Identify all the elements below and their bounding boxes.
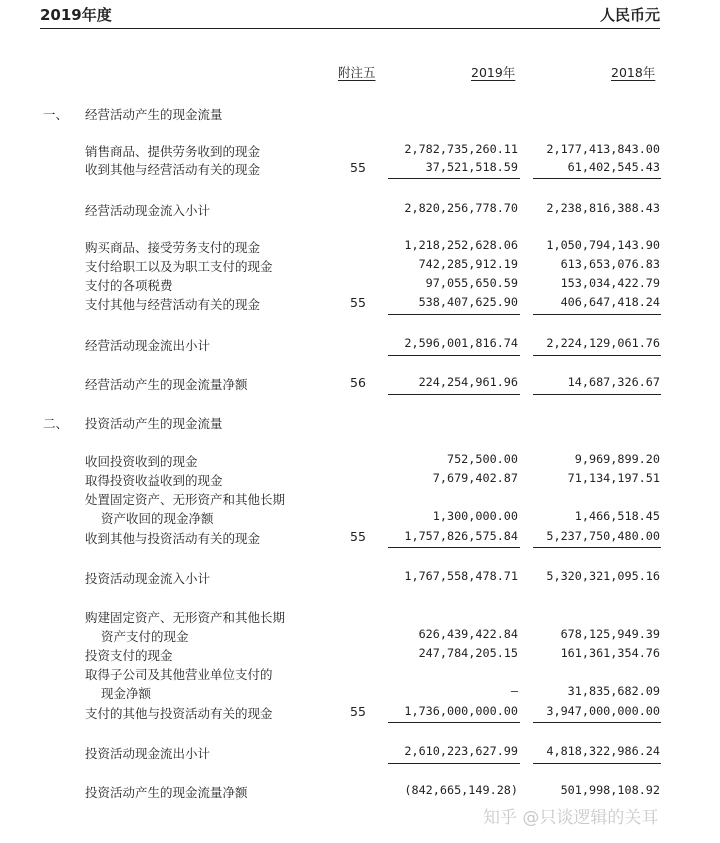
row-label: 支付的其他与投资活动有关的现金 bbox=[85, 706, 273, 721]
row-label: 投资活动产生的现金流量净额 bbox=[85, 785, 248, 800]
row-label: 收到其他与经营活动有关的现金 bbox=[85, 162, 261, 177]
value-2018: 2,224,129,061.76 bbox=[546, 336, 660, 350]
row-label: 支付的各项税费 bbox=[85, 278, 173, 293]
row-label: 投资活动现金流出小计 bbox=[85, 746, 211, 761]
value-2019: 2,596,001,816.74 bbox=[404, 336, 518, 350]
value-2018: 2,177,413,843.00 bbox=[546, 142, 660, 156]
value-2019: 1,218,252,628.06 bbox=[404, 238, 518, 252]
watermark: 知乎 @只谈逻辑的关耳 bbox=[483, 808, 659, 828]
value-2018: 31,835,682.09 bbox=[567, 684, 660, 698]
row-label-continued: 现金净额 bbox=[101, 686, 152, 701]
row-label: 取得子公司及其他营业单位支付的 bbox=[85, 667, 273, 682]
value-2019: 7,679,402.87 bbox=[432, 471, 518, 485]
section-title: 经营活动产生的现金流量 bbox=[85, 107, 223, 122]
value-2019: 2,782,735,260.11 bbox=[404, 142, 518, 156]
underline bbox=[388, 355, 520, 356]
underline bbox=[533, 355, 661, 356]
underline bbox=[388, 763, 520, 764]
value-2018: 406,647,418.24 bbox=[560, 295, 660, 309]
value-2018: 1,050,794,143.90 bbox=[546, 238, 660, 252]
row-label: 支付给职工以及为职工支付的现金 bbox=[85, 259, 273, 274]
row-label-continued: 资产收回的现金净额 bbox=[101, 511, 214, 526]
section-number: 一、 bbox=[43, 107, 69, 122]
value-2019: 97,055,650.59 bbox=[425, 276, 518, 290]
value-2018: 14,687,326.67 bbox=[567, 375, 660, 389]
column-header-2019: 2019年 bbox=[471, 65, 516, 80]
statement-header bbox=[40, 2, 660, 29]
value-2018: 9,969,899.20 bbox=[574, 452, 660, 466]
value-2018: 501,998,108.92 bbox=[560, 783, 660, 797]
value-2018: 2,238,816,388.43 bbox=[546, 201, 660, 215]
row-label: 支付其他与经营活动有关的现金 bbox=[85, 297, 261, 312]
underline bbox=[388, 314, 520, 315]
section-title: 投资活动产生的现金流量 bbox=[85, 416, 223, 431]
note-ref: 55 bbox=[350, 160, 366, 175]
underline bbox=[533, 547, 661, 548]
note-ref: 55 bbox=[350, 295, 366, 310]
value-2018: 3,947,000,000.00 bbox=[546, 704, 660, 718]
row-label: 经营活动现金流出小计 bbox=[85, 338, 211, 353]
currency-label: 人民币元 bbox=[599, 6, 660, 24]
value-2019: 37,521,518.59 bbox=[425, 160, 518, 174]
value-2019: 1,736,000,000.00 bbox=[404, 704, 518, 718]
value-2018: 61,402,545.43 bbox=[567, 160, 660, 174]
underline bbox=[388, 547, 520, 548]
value-2019: 224,254,961.96 bbox=[418, 375, 518, 389]
row-label: 收回投资收到的现金 bbox=[85, 454, 198, 469]
value-2019: 752,500.00 bbox=[446, 452, 518, 466]
note-ref: 55 bbox=[350, 704, 366, 719]
value-2019: 247,784,205.15 bbox=[418, 646, 518, 660]
row-label: 取得投资收益收到的现金 bbox=[85, 473, 223, 488]
column-header-2018: 2018年 bbox=[611, 65, 656, 80]
row-label: 销售商品、提供劳务收到的现金 bbox=[85, 144, 261, 159]
value-2018: 71,134,197.51 bbox=[567, 471, 660, 485]
value-2019: 2,610,223,627.99 bbox=[404, 744, 518, 758]
value-2019: 538,407,625.90 bbox=[418, 295, 518, 309]
value-2019: 2,820,256,778.70 bbox=[404, 201, 518, 215]
row-label: 收到其他与投资活动有关的现金 bbox=[85, 531, 261, 546]
section-number: 二、 bbox=[43, 416, 69, 431]
underline bbox=[533, 314, 661, 315]
value-2019: 626,439,422.84 bbox=[418, 627, 518, 641]
value-2019: 1,300,000.00 bbox=[432, 509, 518, 523]
row-label-continued: 资产支付的现金 bbox=[101, 629, 189, 644]
value-2019: 1,767,558,478.71 bbox=[404, 569, 518, 583]
value-2019: – bbox=[510, 684, 518, 698]
column-header-note: 附注五 bbox=[338, 65, 376, 80]
value-2018: 5,237,750,480.00 bbox=[546, 529, 660, 543]
value-2018: 678,125,949.39 bbox=[560, 627, 660, 641]
row-label: 购买商品、接受劳务支付的现金 bbox=[85, 240, 261, 255]
underline bbox=[388, 178, 520, 179]
underline bbox=[388, 394, 520, 395]
row-label: 经营活动现金流入小计 bbox=[85, 203, 211, 218]
underline bbox=[533, 722, 661, 723]
underline bbox=[388, 722, 520, 723]
value-2018: 161,361,354.76 bbox=[560, 646, 660, 660]
underline bbox=[533, 763, 661, 764]
row-label: 投资活动现金流入小计 bbox=[85, 571, 211, 586]
note-ref: 55 bbox=[350, 529, 366, 544]
value-2019: 1,757,826,575.84 bbox=[404, 529, 518, 543]
row-label: 投资支付的现金 bbox=[85, 648, 173, 663]
value-2018: 153,034,422.79 bbox=[560, 276, 660, 290]
row-label: 购建固定资产、无形资产和其他长期 bbox=[85, 610, 286, 625]
value-2018: 613,653,076.83 bbox=[560, 257, 660, 271]
row-label: 经营活动产生的现金流量净额 bbox=[85, 377, 248, 392]
value-2018: 4,818,322,986.24 bbox=[546, 744, 660, 758]
value-2018: 5,320,321,095.16 bbox=[546, 569, 660, 583]
value-2018: 1,466,518.45 bbox=[574, 509, 660, 523]
fiscal-year-label: 2019年度 bbox=[40, 6, 112, 24]
value-2019: (842,665,149.28) bbox=[404, 783, 518, 797]
row-label: 处置固定资产、无形资产和其他长期 bbox=[85, 492, 286, 507]
value-2019: 742,285,912.19 bbox=[418, 257, 518, 271]
note-ref: 56 bbox=[350, 375, 366, 390]
underline bbox=[533, 394, 661, 395]
underline bbox=[533, 178, 661, 179]
